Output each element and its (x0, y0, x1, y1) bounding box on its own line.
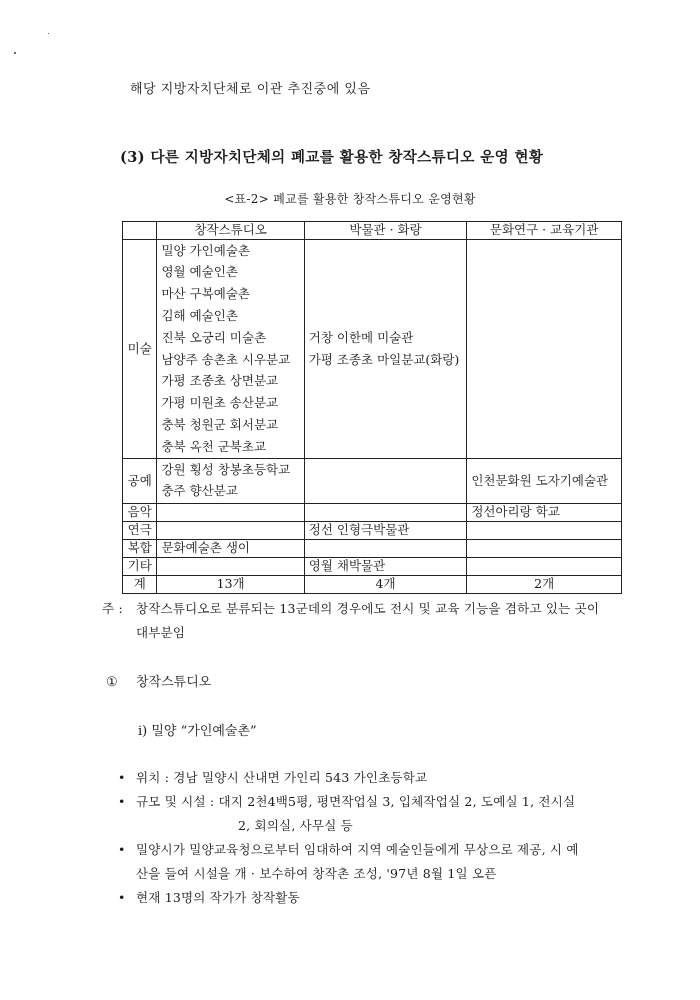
studio-entry: 충주 향산분교 (161, 483, 238, 499)
museum-cell (304, 539, 467, 557)
studio-cell (157, 458, 304, 503)
category-label: 기타 (123, 557, 157, 575)
museum-total: 4개 (304, 575, 467, 593)
studio-entry: 마산 구복예술촌 (161, 286, 250, 302)
institute-cell (467, 539, 622, 557)
studio-entry: 영월 예술인촌 (161, 264, 238, 280)
institute-total: 2개 (467, 575, 622, 593)
subsubsection-heading: ⅰ) 밀양 “가인예술촌” (138, 724, 257, 739)
studio-cell (157, 240, 304, 459)
table-row-total (123, 575, 622, 593)
studio-status-table (122, 221, 622, 594)
institute-cell (467, 557, 622, 575)
note-text: 창작스튜디오로 분류되는 13군데의 경우에도 전시 및 교육 기능을 겸하고 있는 곳이 (136, 601, 600, 616)
studio-entry: 가평 조종초 상면분교 (161, 373, 279, 389)
museum-cell: 영월 채박물관 (304, 557, 467, 575)
studio-entry: 충북 옥천 군북초교 (161, 438, 267, 454)
studio-entry: 충북 청원군 회서분교 (161, 417, 279, 433)
studio-cell (157, 557, 304, 575)
museum-entry: 거창 이한메 미술관 (308, 329, 414, 345)
list-item (118, 886, 638, 910)
institute-cell: 정선아리랑 학교 (467, 503, 622, 521)
category-label: 연극 (123, 521, 157, 539)
studio-cell: 문화예술촌 생이 (157, 539, 304, 557)
list-item-continuation: 2, 회의실, 사무실 등 (238, 818, 353, 833)
bullet-list (118, 766, 638, 910)
table-caption: <표-2> 폐교를 활용한 창작스튜디오 운영현황 (224, 192, 476, 206)
scan-speck (48, 33, 49, 34)
list-item-continuation: 산을 들여 시설을 개 · 보수하여 창작촌 조성, '97년 8월 1일 오픈 (136, 866, 497, 881)
studio-total: 13개 (157, 575, 304, 593)
header-studio: 창작스튜디오 (157, 222, 304, 240)
institute-cell (467, 458, 622, 503)
studio-entry: 남양주 송촌초 시우분교 (161, 351, 291, 367)
table-row-complex (123, 539, 622, 557)
institute-cell (467, 240, 622, 459)
studio-cell (157, 521, 304, 539)
list-item (118, 790, 638, 814)
scan-speck (14, 52, 16, 54)
subsection-heading (106, 671, 211, 690)
list-item-text: 위치 : 경남 밀양시 산내면 가인리 543 가인초등학교 (136, 770, 428, 785)
category-label: 공예 (123, 458, 157, 503)
list-item-text: 규모 및 시설 : 대지 2천4백5평, 평면작업실 3, 입체작업실 2, 도예실 1, 전시실 (136, 794, 576, 809)
bullet-marker: • (118, 794, 126, 809)
section-title: (3) 다른 지방자치단체의 폐교를 활용한 창작스튜디오 운영 현황 (120, 149, 544, 166)
subsection-title: 창작스튜디오 (136, 675, 212, 690)
museum-cell (304, 240, 467, 459)
header-empty (123, 222, 157, 240)
category-label: 계 (123, 575, 157, 593)
list-item-text: 밀양시가 밀양교육청으로부터 임대하여 지역 예술인들에게 무상으로 제공, 시 예 (136, 842, 579, 857)
continuation-line: 해당 지방자치단체로 이관 추진중에 있음 (130, 82, 371, 97)
studio-entry: 가평 미원초 송산분교 (161, 395, 279, 411)
table-note (102, 597, 642, 645)
institute-entry: 인천문화원 도자기예술관 (471, 472, 609, 488)
table-row-music (123, 503, 622, 521)
subsection-number: ① (106, 675, 118, 690)
header-institute: 문화연구 · 교육기관 (467, 222, 622, 240)
table-header-row (123, 222, 622, 240)
note-line (102, 597, 642, 621)
studio-entry: 강원 횡성 창봉초등학교 (161, 461, 291, 477)
category-label: 음악 (123, 503, 157, 521)
museum-cell (304, 503, 467, 521)
list-item (118, 838, 638, 862)
studio-entry: 김해 예술인촌 (161, 308, 238, 324)
studio-entry: 진북 오궁리 미술촌 (161, 329, 267, 345)
list-item-text: 현재 13명의 작가가 창작활동 (136, 890, 300, 905)
museum-cell (304, 458, 467, 503)
museum-cell: 정선 인형극박물관 (304, 521, 467, 539)
note-label: 주 : (102, 601, 123, 616)
category-label: 복합 (123, 539, 157, 557)
header-museum: 박물관 · 화랑 (304, 222, 467, 240)
list-item (118, 766, 638, 790)
institute-cell (467, 521, 622, 539)
note-continuation: 대부분임 (136, 625, 186, 640)
bullet-marker: • (118, 890, 126, 905)
studio-cell (157, 503, 304, 521)
museum-entry: 가평 조종초 마일분교(화랑) (308, 351, 460, 367)
bullet-marker: • (118, 842, 126, 857)
studio-entry: 밀양 가인예술촌 (161, 242, 250, 258)
table-row-art (123, 240, 622, 459)
table-row-craft (123, 458, 622, 503)
category-label: 미술 (123, 240, 157, 459)
bullet-marker: • (118, 770, 126, 785)
table-row-other (123, 557, 622, 575)
table-row-theatre (123, 521, 622, 539)
